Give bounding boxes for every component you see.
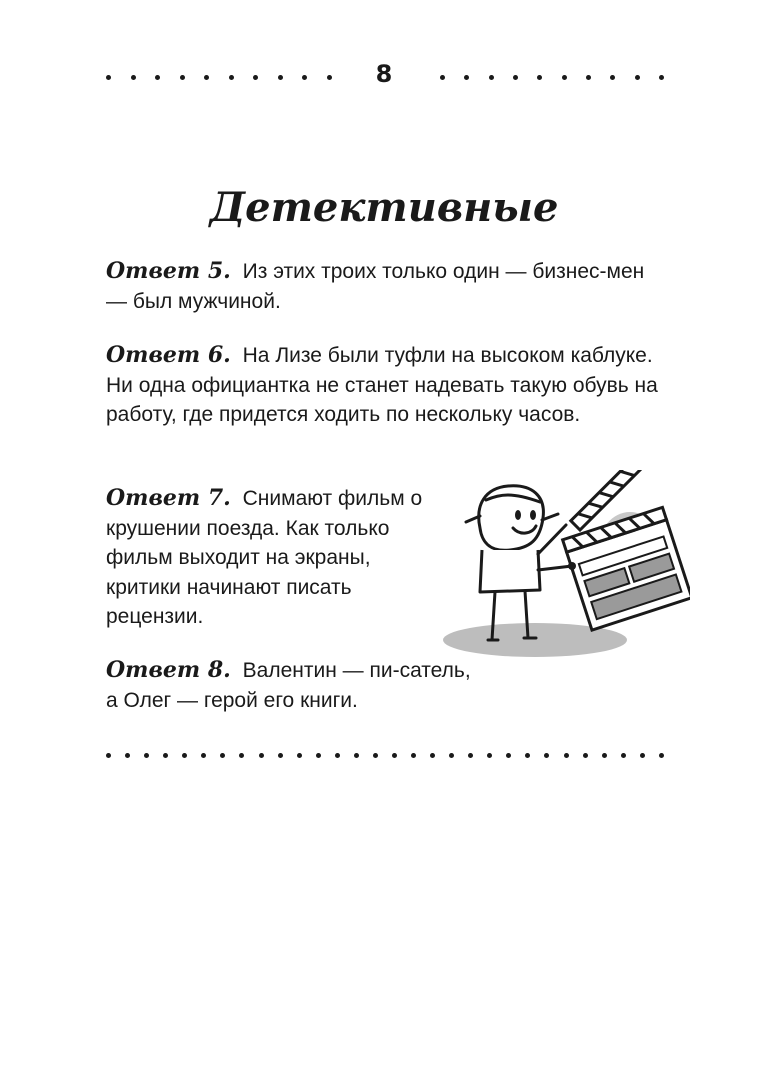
top-dotted-rule-right [440, 75, 664, 80]
answer-7 [106, 484, 426, 632]
page-title: Детективные [209, 183, 559, 231]
answer-label: Ответ 7. [106, 485, 231, 511]
answer-5 [106, 257, 666, 316]
answer-label: Ответ 6. [106, 342, 231, 368]
answer-label: Ответ 8. [106, 657, 231, 683]
bottom-dotted-rule [106, 753, 664, 758]
answer-text: Из этих троих только один — бизнес-мен — был мужчиной. [106, 260, 645, 313]
stick-figure-with-clapperboard-icon [440, 470, 690, 665]
answer-8 [106, 656, 486, 715]
answer-label: Ответ 5. [106, 258, 231, 284]
page-number: 8 [375, 60, 393, 88]
answer-text: На Лизе были туфли на высоком каблуке. Ни одна официантка не станет надевать такую обувь на работу, где придется ходить по нескольку часов. [106, 344, 658, 426]
answer-text: Валентин — пи-сатель, а Олег — герой его книги. [106, 659, 471, 712]
answer-6 [106, 341, 666, 430]
answer-text: Снимают фильм о крушении поезда. Как только фильм выходит на экраны, критики начинают писать рецензии. [106, 487, 423, 628]
